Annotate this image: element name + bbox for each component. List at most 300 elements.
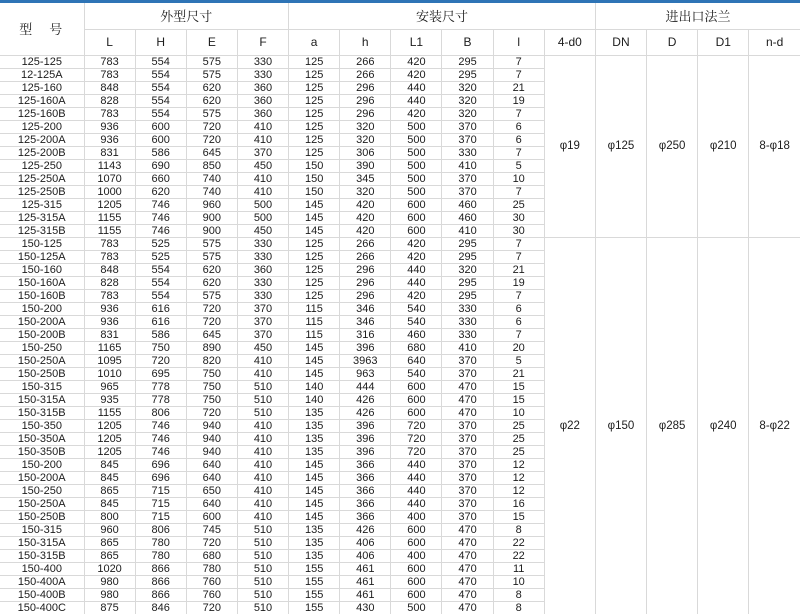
value-cell-B: 320 [442, 81, 493, 94]
column-header-B: B [442, 29, 493, 55]
value-cell-E: 890 [186, 341, 237, 354]
value-cell-L1: 420 [391, 237, 442, 250]
value-cell-L: 828 [84, 276, 135, 289]
model-cell: 150-250B [0, 510, 84, 523]
value-cell-B: 470 [442, 406, 493, 419]
value-cell-l: 21 [493, 367, 544, 380]
value-cell-H: 586 [135, 146, 186, 159]
model-cell: 150-400 [0, 562, 84, 575]
value-cell-L: 783 [84, 250, 135, 263]
value-cell-F: 510 [237, 562, 288, 575]
value-cell-F: 410 [237, 367, 288, 380]
value-cell-h: 296 [340, 276, 391, 289]
value-cell-L1: 420 [391, 55, 442, 68]
flange-cell-D1: φ210 [698, 55, 749, 237]
value-cell-L1: 600 [391, 575, 442, 588]
value-cell-h: 444 [340, 380, 391, 393]
value-cell-L: 845 [84, 471, 135, 484]
value-cell-l: 30 [493, 224, 544, 237]
value-cell-H: 866 [135, 588, 186, 601]
value-cell-L1: 420 [391, 68, 442, 81]
value-cell-F: 450 [237, 341, 288, 354]
value-cell-E: 600 [186, 510, 237, 523]
value-cell-L: 865 [84, 484, 135, 497]
value-cell-l: 25 [493, 432, 544, 445]
value-cell-F: 410 [237, 133, 288, 146]
value-cell-L1: 600 [391, 198, 442, 211]
value-cell-L: 1070 [84, 172, 135, 185]
value-cell-l: 6 [493, 302, 544, 315]
value-cell-h: 396 [340, 341, 391, 354]
value-cell-B: 295 [442, 250, 493, 263]
value-cell-L: 848 [84, 263, 135, 276]
value-cell-L1: 600 [391, 211, 442, 224]
value-cell-a: 125 [289, 55, 340, 68]
value-cell-a: 145 [289, 510, 340, 523]
model-cell: 150-400C [0, 601, 84, 614]
value-cell-E: 720 [186, 315, 237, 328]
value-cell-L: 980 [84, 588, 135, 601]
value-cell-L1: 400 [391, 549, 442, 562]
value-cell-L: 783 [84, 107, 135, 120]
value-cell-h: 320 [340, 185, 391, 198]
value-cell-E: 640 [186, 497, 237, 510]
value-cell-a: 125 [289, 289, 340, 302]
value-cell-L1: 600 [391, 224, 442, 237]
value-cell-L: 936 [84, 120, 135, 133]
column-header-H: H [135, 29, 186, 55]
value-cell-E: 640 [186, 458, 237, 471]
value-cell-H: 620 [135, 185, 186, 198]
column-header-n-d: n-d [749, 29, 800, 55]
value-cell-l: 6 [493, 133, 544, 146]
value-cell-l: 7 [493, 289, 544, 302]
value-cell-L1: 680 [391, 341, 442, 354]
value-cell-E: 640 [186, 471, 237, 484]
value-cell-E: 750 [186, 380, 237, 393]
value-cell-F: 410 [237, 458, 288, 471]
value-cell-l: 12 [493, 458, 544, 471]
value-cell-l: 8 [493, 601, 544, 614]
value-cell-a: 115 [289, 328, 340, 341]
value-cell-L: 936 [84, 302, 135, 315]
value-cell-h: 345 [340, 172, 391, 185]
model-cell: 150-200 [0, 458, 84, 471]
value-cell-B: 370 [442, 471, 493, 484]
value-cell-l: 12 [493, 484, 544, 497]
value-cell-a: 155 [289, 588, 340, 601]
value-cell-l: 15 [493, 393, 544, 406]
value-cell-H: 616 [135, 315, 186, 328]
value-cell-l: 7 [493, 107, 544, 120]
model-cell: 150-315A [0, 393, 84, 406]
value-cell-a: 135 [289, 523, 340, 536]
value-cell-h: 420 [340, 198, 391, 211]
value-cell-L: 1205 [84, 432, 135, 445]
model-column-header: 型 号 [0, 3, 84, 55]
value-cell-B: 470 [442, 523, 493, 536]
value-cell-B: 410 [442, 341, 493, 354]
flange-cell-4-d0: φ22 [544, 237, 595, 614]
value-cell-l: 21 [493, 263, 544, 276]
value-cell-F: 510 [237, 575, 288, 588]
value-cell-L1: 400 [391, 510, 442, 523]
value-cell-l: 10 [493, 172, 544, 185]
value-cell-h: 366 [340, 458, 391, 471]
value-cell-L1: 600 [391, 536, 442, 549]
value-cell-L1: 500 [391, 146, 442, 159]
value-cell-H: 554 [135, 55, 186, 68]
value-cell-a: 155 [289, 601, 340, 614]
column-header-row [0, 29, 800, 55]
model-cell: 125-125 [0, 55, 84, 68]
value-cell-L1: 420 [391, 289, 442, 302]
value-cell-L: 800 [84, 510, 135, 523]
value-cell-h: 366 [340, 484, 391, 497]
value-cell-l: 8 [493, 523, 544, 536]
value-cell-L1: 440 [391, 263, 442, 276]
value-cell-F: 450 [237, 159, 288, 172]
value-cell-E: 960 [186, 198, 237, 211]
value-cell-L: 936 [84, 315, 135, 328]
value-cell-H: 616 [135, 302, 186, 315]
value-cell-L: 1155 [84, 406, 135, 419]
value-cell-E: 750 [186, 393, 237, 406]
value-cell-L1: 600 [391, 562, 442, 575]
model-cell: 125-250B [0, 185, 84, 198]
value-cell-B: 370 [442, 185, 493, 198]
value-cell-a: 135 [289, 549, 340, 562]
value-cell-a: 145 [289, 497, 340, 510]
value-cell-a: 125 [289, 237, 340, 250]
value-cell-L1: 420 [391, 250, 442, 263]
value-cell-L: 848 [84, 81, 135, 94]
flange-cell-D: φ285 [647, 237, 698, 614]
value-cell-E: 720 [186, 120, 237, 133]
value-cell-L1: 440 [391, 94, 442, 107]
value-cell-h: 390 [340, 159, 391, 172]
value-cell-F: 510 [237, 588, 288, 601]
value-cell-B: 320 [442, 107, 493, 120]
value-cell-H: 600 [135, 120, 186, 133]
value-cell-E: 745 [186, 523, 237, 536]
value-cell-l: 25 [493, 419, 544, 432]
value-cell-l: 20 [493, 341, 544, 354]
value-cell-L1: 440 [391, 81, 442, 94]
value-cell-E: 575 [186, 289, 237, 302]
model-cell: 125-160B [0, 107, 84, 120]
value-cell-B: 370 [442, 432, 493, 445]
value-cell-H: 746 [135, 419, 186, 432]
value-cell-L1: 720 [391, 419, 442, 432]
model-cell: 150-200A [0, 471, 84, 484]
value-cell-F: 370 [237, 328, 288, 341]
value-cell-H: 746 [135, 432, 186, 445]
value-cell-h: 296 [340, 289, 391, 302]
value-cell-L1: 540 [391, 302, 442, 315]
value-cell-E: 575 [186, 68, 237, 81]
value-cell-a: 125 [289, 146, 340, 159]
value-cell-l: 15 [493, 510, 544, 523]
value-cell-a: 145 [289, 224, 340, 237]
flange-cell-4-d0: φ19 [544, 55, 595, 237]
value-cell-l: 11 [493, 562, 544, 575]
pump-dimension-table [0, 3, 800, 614]
value-cell-B: 470 [442, 601, 493, 614]
value-cell-h: 430 [340, 601, 391, 614]
value-cell-F: 410 [237, 432, 288, 445]
value-cell-L: 965 [84, 380, 135, 393]
value-cell-B: 370 [442, 354, 493, 367]
value-cell-H: 695 [135, 367, 186, 380]
value-cell-L: 1010 [84, 367, 135, 380]
model-cell: 150-200B [0, 328, 84, 341]
value-cell-E: 720 [186, 133, 237, 146]
value-cell-H: 554 [135, 81, 186, 94]
value-cell-H: 806 [135, 406, 186, 419]
value-cell-h: 306 [340, 146, 391, 159]
value-cell-B: 370 [442, 120, 493, 133]
value-cell-h: 320 [340, 133, 391, 146]
value-cell-a: 145 [289, 198, 340, 211]
value-cell-F: 330 [237, 250, 288, 263]
value-cell-F: 360 [237, 263, 288, 276]
model-cell: 150-125A [0, 250, 84, 263]
value-cell-h: 396 [340, 419, 391, 432]
value-cell-l: 19 [493, 94, 544, 107]
value-cell-h: 461 [340, 588, 391, 601]
value-cell-L1: 500 [391, 159, 442, 172]
value-cell-l: 5 [493, 159, 544, 172]
value-cell-F: 360 [237, 107, 288, 120]
value-cell-a: 135 [289, 432, 340, 445]
value-cell-F: 330 [237, 68, 288, 81]
value-cell-B: 320 [442, 263, 493, 276]
value-cell-L: 1095 [84, 354, 135, 367]
flange-cell-DN: φ125 [595, 55, 646, 237]
value-cell-E: 620 [186, 263, 237, 276]
value-cell-E: 575 [186, 55, 237, 68]
value-cell-B: 370 [442, 419, 493, 432]
value-cell-B: 295 [442, 68, 493, 81]
value-cell-H: 778 [135, 393, 186, 406]
value-cell-L: 865 [84, 536, 135, 549]
value-cell-h: 406 [340, 536, 391, 549]
value-cell-L: 1155 [84, 211, 135, 224]
model-cell: 150-315B [0, 549, 84, 562]
value-cell-E: 940 [186, 419, 237, 432]
value-cell-h: 316 [340, 328, 391, 341]
value-cell-B: 330 [442, 146, 493, 159]
value-cell-L: 865 [84, 549, 135, 562]
value-cell-H: 554 [135, 94, 186, 107]
value-cell-B: 370 [442, 510, 493, 523]
value-cell-E: 620 [186, 276, 237, 289]
value-cell-a: 125 [289, 68, 340, 81]
value-cell-E: 720 [186, 536, 237, 549]
value-cell-E: 620 [186, 94, 237, 107]
value-cell-l: 6 [493, 120, 544, 133]
value-cell-a: 115 [289, 302, 340, 315]
value-cell-B: 460 [442, 198, 493, 211]
table-header [0, 3, 800, 55]
model-cell: 150-250 [0, 484, 84, 497]
value-cell-a: 135 [289, 419, 340, 432]
model-cell: 125-160 [0, 81, 84, 94]
group-header-outline-dimensions: 外型尺寸 [84, 3, 289, 29]
value-cell-L: 980 [84, 575, 135, 588]
value-cell-a: 145 [289, 341, 340, 354]
flange-cell-D: φ250 [647, 55, 698, 237]
value-cell-F: 510 [237, 380, 288, 393]
value-cell-F: 410 [237, 445, 288, 458]
value-cell-B: 295 [442, 276, 493, 289]
value-cell-F: 510 [237, 601, 288, 614]
value-cell-L1: 640 [391, 354, 442, 367]
value-cell-F: 410 [237, 419, 288, 432]
column-header-4-d0: 4-d0 [544, 29, 595, 55]
value-cell-h: 266 [340, 237, 391, 250]
model-cell: 125-200 [0, 120, 84, 133]
model-cell: 125-315 [0, 198, 84, 211]
value-cell-l: 7 [493, 237, 544, 250]
value-cell-B: 370 [442, 133, 493, 146]
value-cell-h: 461 [340, 562, 391, 575]
value-cell-H: 660 [135, 172, 186, 185]
value-cell-L: 828 [84, 94, 135, 107]
value-cell-L: 783 [84, 289, 135, 302]
model-cell: 150-250A [0, 354, 84, 367]
value-cell-F: 330 [237, 55, 288, 68]
model-cell: 150-315A [0, 536, 84, 549]
value-cell-l: 7 [493, 68, 544, 81]
value-cell-L1: 600 [391, 380, 442, 393]
column-header-h: h [340, 29, 391, 55]
model-cell: 125-315A [0, 211, 84, 224]
value-cell-H: 780 [135, 536, 186, 549]
value-cell-l: 25 [493, 445, 544, 458]
table-row [0, 237, 800, 250]
value-cell-h: 366 [340, 510, 391, 523]
value-cell-B: 320 [442, 94, 493, 107]
value-cell-H: 696 [135, 458, 186, 471]
model-cell: 150-200A [0, 315, 84, 328]
value-cell-l: 30 [493, 211, 544, 224]
value-cell-h: 461 [340, 575, 391, 588]
value-cell-F: 410 [237, 354, 288, 367]
value-cell-h: 346 [340, 315, 391, 328]
value-cell-a: 125 [289, 276, 340, 289]
model-cell: 150-350 [0, 419, 84, 432]
value-cell-L1: 460 [391, 328, 442, 341]
value-cell-E: 575 [186, 237, 237, 250]
value-cell-l: 16 [493, 497, 544, 510]
value-cell-a: 140 [289, 393, 340, 406]
value-cell-L1: 600 [391, 523, 442, 536]
value-cell-L1: 500 [391, 601, 442, 614]
value-cell-H: 715 [135, 510, 186, 523]
table-row [0, 55, 800, 68]
value-cell-L: 1155 [84, 224, 135, 237]
value-cell-B: 370 [442, 484, 493, 497]
value-cell-L1: 720 [391, 445, 442, 458]
value-cell-a: 125 [289, 250, 340, 263]
value-cell-L1: 500 [391, 133, 442, 146]
value-cell-h: 420 [340, 224, 391, 237]
value-cell-a: 145 [289, 471, 340, 484]
model-cell: 150-160B [0, 289, 84, 302]
value-cell-E: 740 [186, 172, 237, 185]
value-cell-E: 760 [186, 575, 237, 588]
model-cell: 150-250A [0, 497, 84, 510]
value-cell-L: 845 [84, 497, 135, 510]
value-cell-B: 370 [442, 497, 493, 510]
value-cell-F: 410 [237, 172, 288, 185]
value-cell-L1: 440 [391, 471, 442, 484]
column-header-DN: DN [595, 29, 646, 55]
value-cell-L1: 440 [391, 458, 442, 471]
value-cell-E: 900 [186, 224, 237, 237]
value-cell-h: 266 [340, 68, 391, 81]
model-cell: 150-350B [0, 445, 84, 458]
flange-cell-DN: φ150 [595, 237, 646, 614]
value-cell-a: 150 [289, 185, 340, 198]
value-cell-E: 575 [186, 250, 237, 263]
model-cell: 150-315 [0, 380, 84, 393]
value-cell-H: 846 [135, 601, 186, 614]
value-cell-E: 900 [186, 211, 237, 224]
value-cell-h: 296 [340, 94, 391, 107]
column-header-L1: L1 [391, 29, 442, 55]
value-cell-L1: 440 [391, 484, 442, 497]
model-cell: 150-315B [0, 406, 84, 419]
value-cell-H: 554 [135, 263, 186, 276]
value-cell-h: 366 [340, 497, 391, 510]
value-cell-E: 720 [186, 406, 237, 419]
value-cell-B: 410 [442, 224, 493, 237]
model-cell: 125-200A [0, 133, 84, 146]
value-cell-F: 330 [237, 276, 288, 289]
value-cell-L1: 600 [391, 406, 442, 419]
model-cell: 150-250 [0, 341, 84, 354]
value-cell-B: 470 [442, 536, 493, 549]
value-cell-a: 135 [289, 536, 340, 549]
value-cell-L: 875 [84, 601, 135, 614]
value-cell-F: 510 [237, 523, 288, 536]
value-cell-E: 720 [186, 601, 237, 614]
value-cell-L1: 420 [391, 107, 442, 120]
value-cell-h: 426 [340, 393, 391, 406]
value-cell-H: 866 [135, 575, 186, 588]
value-cell-F: 500 [237, 198, 288, 211]
value-cell-H: 806 [135, 523, 186, 536]
value-cell-E: 780 [186, 562, 237, 575]
value-cell-E: 820 [186, 354, 237, 367]
value-cell-h: 266 [340, 55, 391, 68]
value-cell-L: 1205 [84, 198, 135, 211]
value-cell-F: 370 [237, 302, 288, 315]
value-cell-H: 525 [135, 237, 186, 250]
value-cell-H: 746 [135, 445, 186, 458]
value-cell-L: 960 [84, 523, 135, 536]
value-cell-a: 145 [289, 484, 340, 497]
value-cell-a: 150 [289, 159, 340, 172]
value-cell-E: 680 [186, 549, 237, 562]
value-cell-E: 575 [186, 107, 237, 120]
model-cell: 125-250 [0, 159, 84, 172]
value-cell-l: 22 [493, 549, 544, 562]
value-cell-a: 125 [289, 263, 340, 276]
